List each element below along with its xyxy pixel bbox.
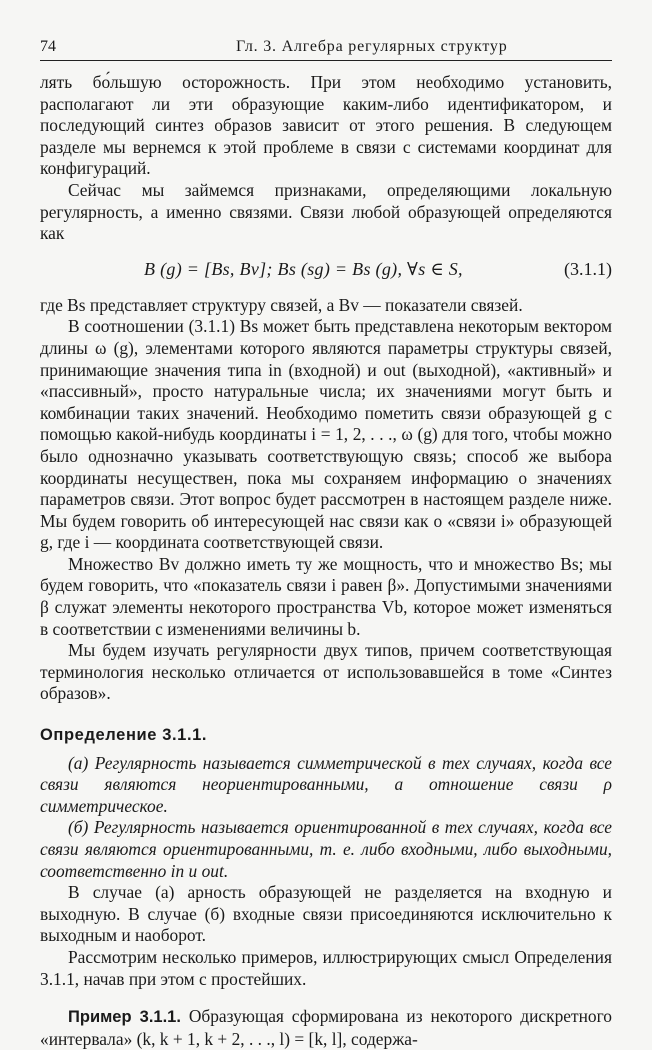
paragraph-bonds-intro: Сейчас мы займемся признаками, определяющими локальную регулярность, а именно связями. Связи любой образующей определяются как [40, 179, 612, 244]
formula-3-1-1 [40, 251, 612, 291]
paragraph-examples-intro: Рассмотрим несколько примеров, иллюстрирующих смысл Определения 3.1.1, начав при этом с простейших. [40, 946, 612, 989]
page-body [40, 72, 612, 1050]
example-3-1-1 [40, 1006, 612, 1050]
page-number: 74 [40, 38, 56, 55]
example-heading: Пример 3.1.1. [68, 1008, 181, 1027]
paragraph-cases: В случае (а) арность образующей не разделяется на входную и выходную. В случае (б) входные связи присоединяются исключительно к выходным и наоборот. [40, 882, 612, 946]
definition-part-b: (б) Регулярность называется ориентированной в тех случаях, когда все связи являются ориентированными, т. е. либо входными, либо выходными, соответственно in и out. [40, 817, 612, 881]
definition-heading: Определение 3.1.1. [40, 726, 208, 745]
paragraph-bond-values: Множество Bv должно иметь ту же мощность, что и множество Bs; мы будем говорить, что «показатель связи i равен β». Допустимыми значениями β служат элементы некоторого пространства Vb, которое может изменяться в соответствии с изменениями величины b. [40, 553, 612, 639]
formula-expression: B (g) = [Bs, Bv]; Bs (sg) = Bs (g), ∀s ∈ S, [144, 258, 463, 279]
page-header [40, 38, 612, 61]
paragraph-regularity-types: Мы будем изучать регулярности двух типов, причем соответствующая терминология несколько отличается от использовавшейся в томе «Синтез образов». [40, 640, 612, 704]
running-title: Гл. 3. Алгебра регулярных структур [236, 38, 508, 55]
paragraph-bond-structure: где Bs представляет структуру связей, а Bv — показатели связей. [40, 294, 523, 315]
definition-part-a: (а) Регулярность называется симметрической в тех случаях, когда все связи являются неориентированными, а отношение связи ρ симметрическое. [40, 752, 612, 816]
paragraph-continuation: лять бо́льшую осторожность. При этом необходимо установить, располагают ли эти образующие каким-либо идентификатором, и последующий синтез образов зависит от этого решения. В следующем разделе мы вернемся к этой проблеме в связи с системами координат для конфигураций. [40, 72, 612, 179]
formula-number: (3.1.1) [564, 258, 612, 279]
example-text: Образующая сформирована из некоторого дискретного «интервала» (k, k + 1, k + 2, . . ., l) = [k, l], содержа- [40, 1006, 612, 1049]
paragraph-bond-vector: В соотношении (3.1.1) Bs может быть представлена некоторым вектором длины ω (g), элементами которого являются параметры структуры связей, принимающие значения типа in (входной) и out (выходной), «активный» и «пассивный», просто натуральные числа; их значениями могут быть и комбинации таких значений. Необходимо пометить связи образующей g с помощью какой-нибудь координаты i = 1, 2, . . ., ω (g) для того, чтобы можно было однозначно указывать соответствующую связь; способ же выбора координаты несуществен, пока мы сохраняем информацию о значениях параметров связи. Этот вопрос будет рассмотрен в настоящем разделе ниже. Мы будем говорить об интересующей нас связи как о «связи i» образующей g, где i — координата соответствующей связи. [40, 316, 612, 553]
